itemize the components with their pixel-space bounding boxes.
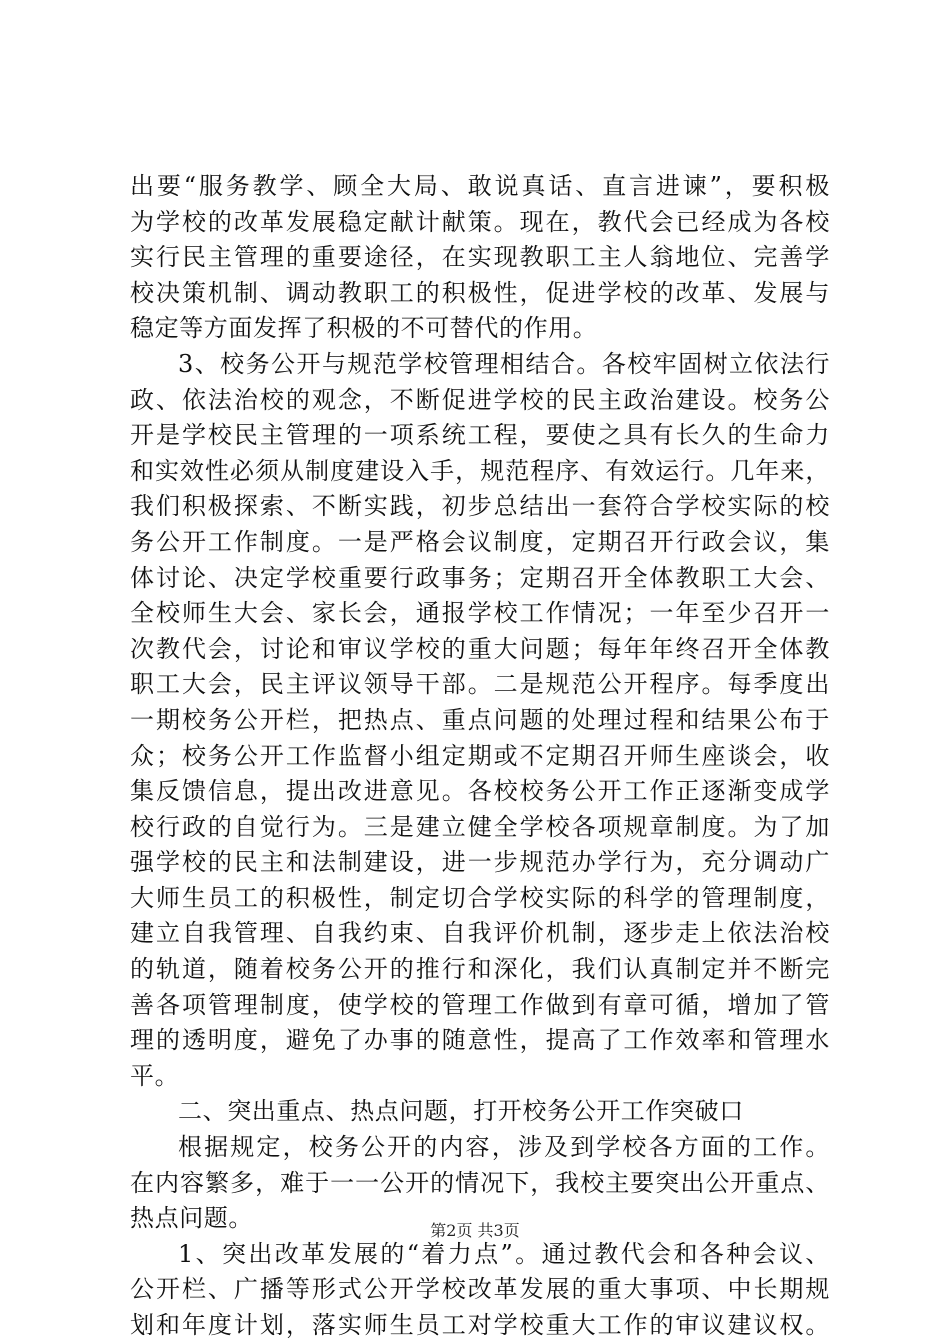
body-line: 一期校务公开栏，把热点、重点问题的处理过程和结果公布于 <box>130 705 830 734</box>
body-line: 出要“服务教学、顾全大局、敢说真话、直言进谏”，要积极 <box>130 172 830 200</box>
section-heading: 二、突出重点、热点问题，打开校务公开工作突破口 <box>178 1097 744 1126</box>
body-line: 次教代会，讨论和审议学校的重大问题；每年年终召开全体教 <box>130 634 830 663</box>
body-line: 的轨道，随着校务公开的推行和深化，我们认真制定并不断完 <box>130 955 830 984</box>
body-line: 政、依法治校的观念，不断促进学校的民主政治建设。校务公 <box>130 385 830 414</box>
body-line: 校决策机制、调动教职工的积极性，促进学校的改革、发展与 <box>130 278 830 307</box>
body-line: 善各项管理制度，使学校的管理工作做到有章可循，增加了管 <box>130 990 830 1019</box>
body-line: 和实效性必须从制度建设入手，规范程序、有效运行。几年来， <box>130 456 830 485</box>
body-line: 1、突出改革发展的“着力点”。通过教代会和各种会议、 <box>178 1239 830 1268</box>
body-line: 划和年度计划，落实师生员工对学校重大工作的审议建议权。 <box>130 1311 830 1339</box>
body-line: 开是学校民主管理的一项系统工程，要使之具有长久的生命力 <box>130 421 830 450</box>
page-footer: 第2页 共3页 <box>430 1221 520 1240</box>
body-line: 众；校务公开工作监督小组定期或不定期召开师生座谈会，收 <box>130 741 830 770</box>
body-line: 集反馈信息，提出改进意见。各校校务公开工作正逐渐变成学 <box>130 777 830 806</box>
body-line: 我们积极探索、不断实践，初步总结出一套符合学校实际的校 <box>130 492 830 521</box>
body-line: 务公开工作制度。一是严格会议制度，定期召开行政会议，集 <box>130 527 830 556</box>
body-line: 3、校务公开与规范学校管理相结合。各校牢固树立依法行 <box>178 349 830 378</box>
body-line: 实行民主管理的重要途径，在实现教职工主人翁地位、完善学 <box>130 243 830 272</box>
body-line: 理的透明度，避免了办事的随意性，提高了工作效率和管理水 <box>130 1026 830 1055</box>
body-line: 为学校的改革发展稳定献计献策。现在，教代会已经成为各校 <box>130 207 830 236</box>
body-line: 稳定等方面发挥了积极的不可替代的作用。 <box>130 314 598 343</box>
body-line: 公开栏、广播等形式公开学校改革发展的重大事项、中长期规 <box>130 1275 830 1304</box>
body-line: 职工大会，民主评议领导干部。二是规范公开程序。每季度出 <box>130 670 830 699</box>
body-line: 在内容繁多，难于一一公开的情况下，我校主要突出公开重点、 <box>130 1168 830 1197</box>
document-body <box>130 169 830 1344</box>
body-line: 大师生员工的积极性，制定切合学校实际的科学的管理制度， <box>130 883 830 912</box>
body-line: 建立自我管理、自我约束、自我评价机制，逐步走上依法治校 <box>130 919 830 948</box>
body-line: 校行政的自觉行为。三是建立健全学校各项规章制度。为了加 <box>130 812 830 841</box>
body-line: 热点问题。 <box>130 1204 253 1233</box>
body-line: 全校师生大会、家长会，通报学校工作情况；一年至少召开一 <box>130 599 830 628</box>
body-line: 体讨论、决定学校重要行政事务；定期召开全体教职工大会、 <box>130 563 830 592</box>
body-line: 根据规定，校务公开的内容，涉及到学校各方面的工作。 <box>178 1133 830 1162</box>
body-line: 平。 <box>130 1061 180 1090</box>
body-line: 强学校的民主和法制建设，进一步规范办学行为，充分调动广 <box>130 848 830 877</box>
